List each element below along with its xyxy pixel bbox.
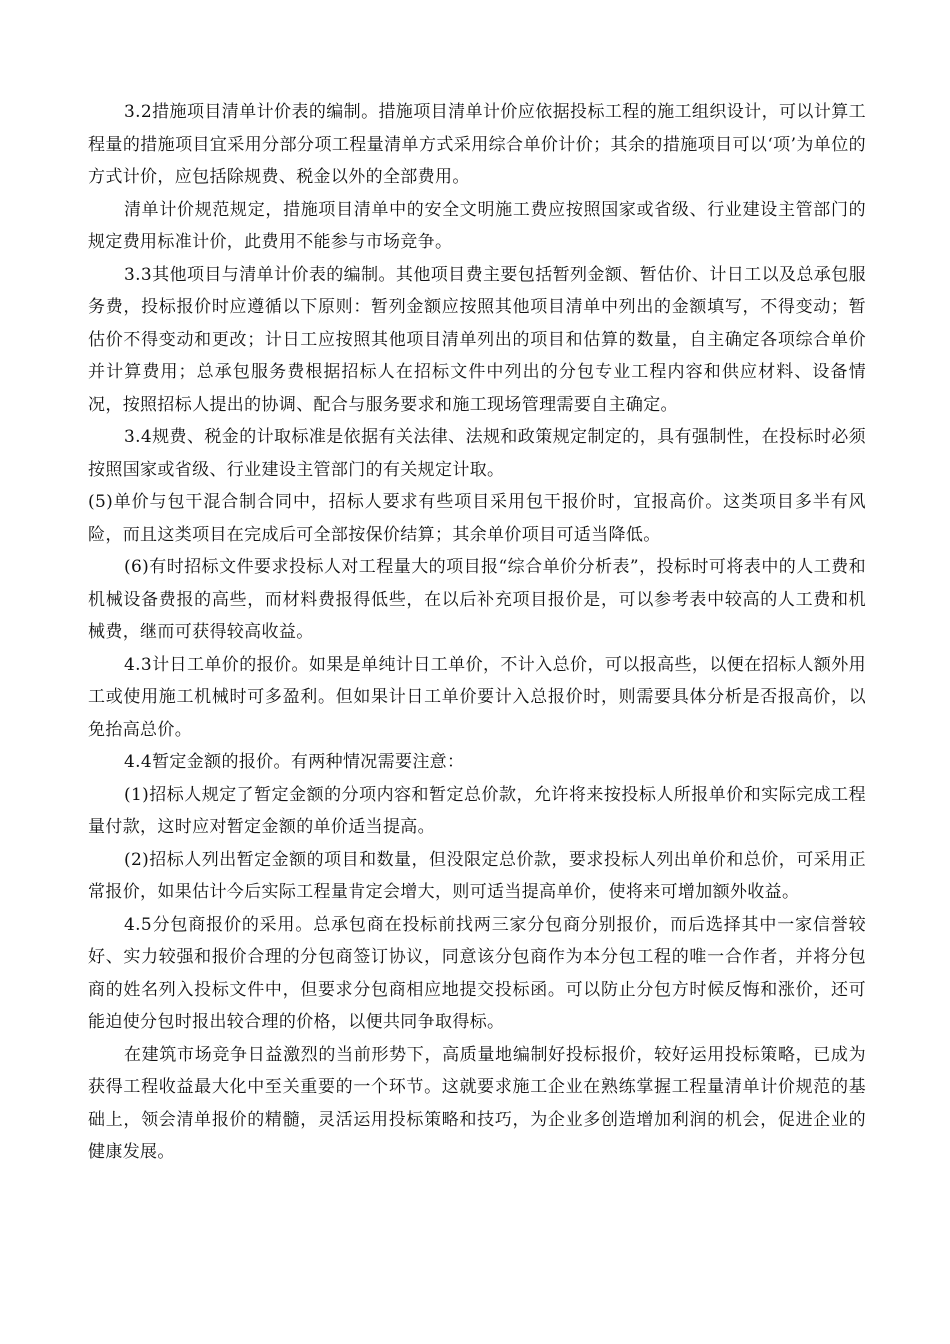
paragraph-item-6: (6)有时招标文件要求投标人对工程量大的项目报“综合单价分析表”，投标时可将表中的人工费和机械设备费报的高些，而材料费报得低些，在以后补充项目报价是，可以参考表中较高的人工费和机械费，继而可获得较高收益。 (88, 557, 866, 642)
paragraph-4-5: 4.5分包商报价的采用。总承包商在投标前找两三家分包商分别报价，而后选择其中一家信誉较好、实力较强和报价合理的分包商签订协议，同意该分包商作为本分包工程的唯一合作者，并将分包商的姓名列入投标文件中，但要求分包商相应地提交投标函。可以防止分包方时候反悔和涨价，还可能迫使分包时报出较合理的价格，以便共同争取得标。 (88, 914, 866, 1032)
document-body (88, 96, 866, 1169)
paragraph-3-3: 3.3其他项目与清单计价表的编制。其他项目费主要包括暂列金额、暂估价、计日工以及总承包服务费，投标报价时应遵循以下原则：暂列金额应按照其他项目清单中列出的金额填写，不得变动；暂估价不得变动和更改；计日工应按照其他项目清单列出的项目和估算的数量，自主确定各项综合单价并计算费用；总承包服务费根据招标人在招标文件中列出的分包专业工程内容和供应材料、设备情况，按照招标人提出的协调、配合与服务要求和施工现场管理需要自主确定。 (88, 264, 866, 415)
paragraph-item-5: (5)单价与包干混合制合同中，招标人要求有些项目采用包干报价时，宜报高价。这类项目多半有风险，而且这类项目在完成后可全部按保价结算；其余单价项目可适当降低。 (88, 492, 866, 545)
paragraph-item-2: (2)招标人列出暂定金额的项目和数量，但没限定总价款，要求投标人列出单价和总价，可采用正常报价，如果估计今后实际工程量肯定会增大，则可适当提高单价，使将来可增加额外收益。 (88, 849, 866, 902)
paragraph-4-3: 4.3计日工单价的报价。如果是单纯计日工单价，不计入总价，可以报高些，以便在招标人额外用工或使用施工机械时可多盈利。但如果计日工单价要计入总报价时，则需要具体分析是否报高价，以免抬高总价。 (88, 654, 866, 740)
paragraph-3-4: 3.4规费、税金的计取标准是依据有关法律、法规和政策规定制定的，具有强制性，在投标时必须按照国家或省级、行业建设主管部门的有关规定计取。 (88, 427, 866, 480)
paragraph-item-1: (1)招标人规定了暂定金额的分项内容和暂定总价款，允许将来按投标人所报单价和实际完成工程量付款，这时应对暂定金额的单价适当提高。 (88, 784, 866, 837)
paragraph-conclusion: 在建筑市场竞争日益激烈的当前形势下，高质量地编制好投标报价，较好运用投标策略，已成为获得工程收益最大化中至关重要的一个环节。这就要求施工企业在熟练掌握工程量清单计价规范的基础上，领会清单报价的精髓，灵活运用投标策略和技巧，为企业多创造增加利润的机会，促进企业的健康发展。 (88, 1044, 866, 1162)
paragraph-4-4: 4.4暂定金额的报价。有两种情况需要注意： (124, 752, 465, 772)
paragraph-safety-fee: 清单计价规范规定，措施项目清单中的安全文明施工费应按照国家或省级、行业建设主管部门的规定费用标准计价，此费用不能参与市场竞争。 (88, 199, 866, 252)
paragraph-3-2: 3.2措施项目清单计价表的编制。措施项目清单计价应依据投标工程的施工组织设计，可以计算工程量的措施项目宜采用分部分项工程量清单方式采用综合单价计价；其余的措施项目可以‘项’为单位的方式计价，应包括除规费、税金以外的全部费用。 (88, 102, 866, 187)
